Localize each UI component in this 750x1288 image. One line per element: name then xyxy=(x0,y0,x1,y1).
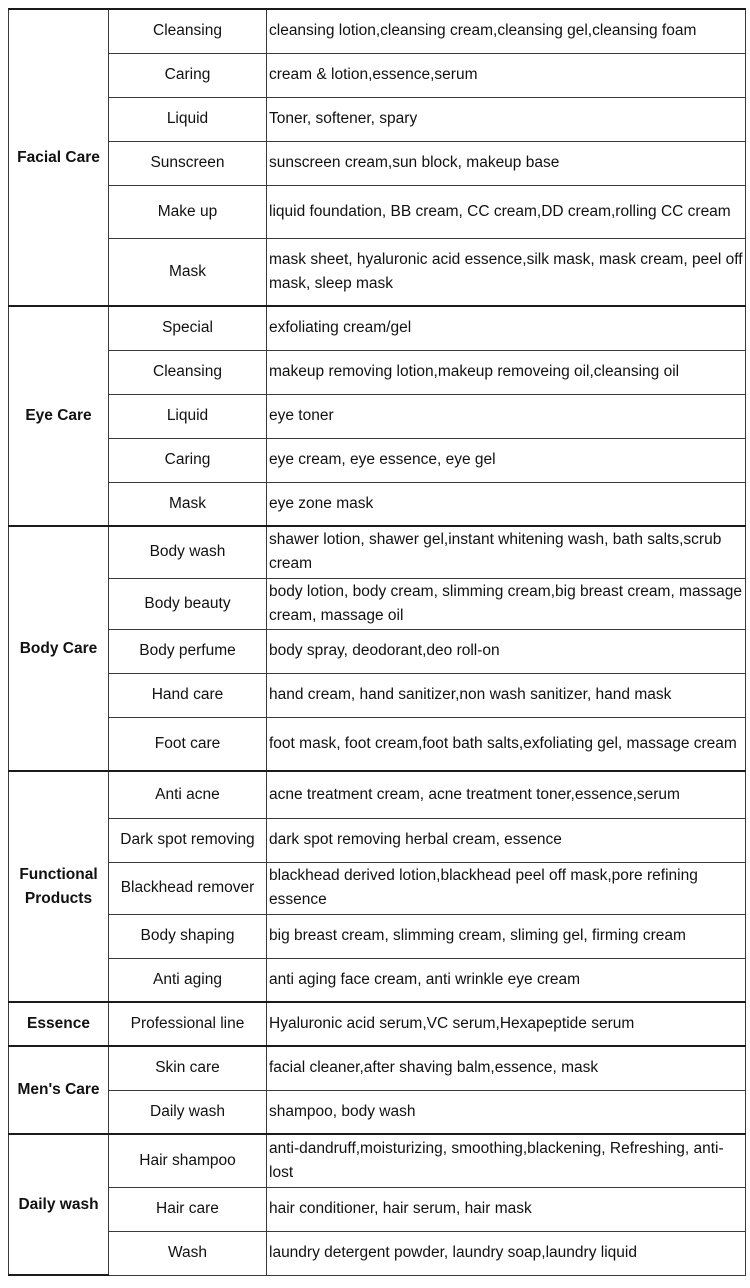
subcategory-cell: Special xyxy=(109,306,267,350)
table-row xyxy=(9,238,746,306)
subcategory-cell: Body shaping xyxy=(109,914,267,958)
table-row xyxy=(9,53,746,97)
subcategory-cell: Daily wash xyxy=(109,1090,267,1134)
products-cell: anti aging face cream, anti wrinkle eye cream xyxy=(267,958,746,1002)
subcategory-cell: Professional line xyxy=(109,1002,267,1046)
category-cell: Body Care xyxy=(9,526,109,771)
product-category-table xyxy=(8,8,746,1276)
subcategory-cell: Sunscreen xyxy=(109,141,267,185)
table-row xyxy=(9,629,746,673)
table-row xyxy=(9,9,746,53)
subcategory-cell: Mask xyxy=(109,482,267,526)
subcategory-cell: Liquid xyxy=(109,97,267,141)
table-row xyxy=(9,438,746,482)
subcategory-cell: Hand care xyxy=(109,673,267,717)
table-row xyxy=(9,185,746,238)
subcategory-cell: Cleansing xyxy=(109,350,267,394)
subcategory-cell: Liquid xyxy=(109,394,267,438)
products-cell: dark spot removing herbal cream, essence xyxy=(267,818,746,862)
table-row xyxy=(9,717,746,771)
table-row xyxy=(9,141,746,185)
table-row xyxy=(9,914,746,958)
subcategory-cell: Anti aging xyxy=(109,958,267,1002)
subcategory-cell: Blackhead remover xyxy=(109,862,267,914)
table-row xyxy=(9,673,746,717)
subcategory-cell: Dark spot removing xyxy=(109,818,267,862)
table-row xyxy=(9,1002,746,1046)
products-cell: facial cleaner,after shaving balm,essence, mask xyxy=(267,1046,746,1090)
products-cell: blackhead derived lotion,blackhead peel off mask,pore refining essence xyxy=(267,862,746,914)
subcategory-cell: Hair care xyxy=(109,1187,267,1231)
table-row xyxy=(9,306,746,350)
subcategory-cell: Body beauty xyxy=(109,578,267,629)
table-row xyxy=(9,394,746,438)
products-cell: Hyaluronic acid serum,VC serum,Hexapeptide serum xyxy=(267,1002,746,1046)
table-row xyxy=(9,1090,746,1134)
table-row xyxy=(9,1134,746,1187)
category-cell: Men's Care xyxy=(9,1046,109,1134)
products-cell: laundry detergent powder, laundry soap,laundry liquid xyxy=(267,1231,746,1275)
table-row xyxy=(9,1231,746,1275)
table-row xyxy=(9,578,746,629)
table-body xyxy=(9,9,746,1275)
subcategory-cell: Make up xyxy=(109,185,267,238)
subcategory-cell: Foot care xyxy=(109,717,267,771)
category-cell: Eye Care xyxy=(9,306,109,526)
subcategory-cell: Body wash xyxy=(109,526,267,578)
products-cell: hair conditioner, hair serum, hair mask xyxy=(267,1187,746,1231)
products-cell: acne treatment cream, acne treatment toner,essence,serum xyxy=(267,771,746,818)
product-table-container xyxy=(8,8,746,1276)
products-cell: eye toner xyxy=(267,394,746,438)
products-cell: foot mask, foot cream,foot bath salts,exfoliating gel, massage cream xyxy=(267,717,746,771)
products-cell: anti-dandruff,moisturizing, smoothing,blackening, Refreshing, anti-lost xyxy=(267,1134,746,1187)
subcategory-cell: Cleansing xyxy=(109,9,267,53)
subcategory-cell: Hair shampoo xyxy=(109,1134,267,1187)
products-cell: hand cream, hand sanitizer,non wash sanitizer, hand mask xyxy=(267,673,746,717)
table-row xyxy=(9,1046,746,1090)
products-cell: shampoo, body wash xyxy=(267,1090,746,1134)
products-cell: shawer lotion, shawer gel,instant whitening wash, bath salts,scrub cream xyxy=(267,526,746,578)
products-cell: eye zone mask xyxy=(267,482,746,526)
table-row xyxy=(9,818,746,862)
products-cell: cream & lotion,essence,serum xyxy=(267,53,746,97)
subcategory-cell: Anti acne xyxy=(109,771,267,818)
category-cell: Essence xyxy=(9,1002,109,1046)
table-row xyxy=(9,482,746,526)
products-cell: exfoliating cream/gel xyxy=(267,306,746,350)
products-cell: liquid foundation, BB cream, CC cream,DD cream,rolling CC cream xyxy=(267,185,746,238)
table-row xyxy=(9,958,746,1002)
products-cell: eye cream, eye essence, eye gel xyxy=(267,438,746,482)
subcategory-cell: Mask xyxy=(109,238,267,306)
products-cell: sunscreen cream,sun block, makeup base xyxy=(267,141,746,185)
products-cell: Toner, softener, spary xyxy=(267,97,746,141)
subcategory-cell: Caring xyxy=(109,53,267,97)
table-row xyxy=(9,771,746,818)
category-cell: Functional Products xyxy=(9,771,109,1002)
products-cell: body lotion, body cream, slimming cream,big breast cream, massage cream, massage oil xyxy=(267,578,746,629)
table-row xyxy=(9,350,746,394)
category-cell: Facial Care xyxy=(9,9,109,306)
table-row xyxy=(9,97,746,141)
products-cell: body spray, deodorant,deo roll-on xyxy=(267,629,746,673)
products-cell: big breast cream, slimming cream, sliming gel, firming cream xyxy=(267,914,746,958)
products-cell: mask sheet, hyaluronic acid essence,silk mask, mask cream, peel off mask, sleep mask xyxy=(267,238,746,306)
subcategory-cell: Skin care xyxy=(109,1046,267,1090)
category-cell: Daily wash xyxy=(9,1134,109,1275)
subcategory-cell: Caring xyxy=(109,438,267,482)
table-row xyxy=(9,862,746,914)
table-row xyxy=(9,1187,746,1231)
subcategory-cell: Wash xyxy=(109,1231,267,1275)
products-cell: makeup removing lotion,makeup removeing oil,cleansing oil xyxy=(267,350,746,394)
products-cell: cleansing lotion,cleansing cream,cleansing gel,cleansing foam xyxy=(267,9,746,53)
subcategory-cell: Body perfume xyxy=(109,629,267,673)
table-row xyxy=(9,526,746,578)
